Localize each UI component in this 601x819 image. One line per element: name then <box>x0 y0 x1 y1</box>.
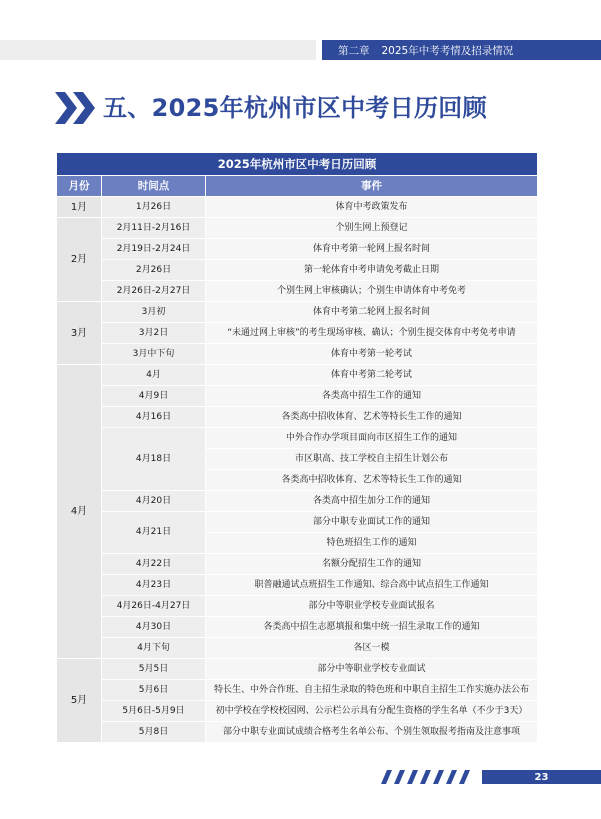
page-number: 23 <box>534 771 549 783</box>
section-label: 2025年中考考情及招录情况 <box>381 44 514 57</box>
event-cell: 部分中职专业面试工作的通知 <box>206 512 538 533</box>
event-cell: 各区一模 <box>206 638 538 659</box>
event-cell: 各类高中招生加分工作的通知 <box>206 491 538 512</box>
time-cell: 3月中下旬 <box>102 344 206 365</box>
table-row <box>57 554 538 575</box>
chapter-banner <box>322 40 601 60</box>
table-row <box>57 302 538 323</box>
time-cell: 2月26日 <box>102 260 206 281</box>
table-row <box>57 260 538 281</box>
time-cell: 4月下旬 <box>102 638 206 659</box>
table-row <box>57 428 538 449</box>
page-title: 五、2025年杭州市区中考日历回顾 <box>103 94 487 122</box>
time-cell: 3月2日 <box>102 323 206 344</box>
month-cell: 1月 <box>57 197 102 218</box>
table-row <box>57 659 538 680</box>
table-row <box>57 680 538 701</box>
table-row <box>57 365 538 386</box>
event-cell: 各类高中招收体育、艺术等特长生工作的通知 <box>206 470 538 491</box>
column-header-month: 月份 <box>57 176 102 197</box>
event-cell: 体育中考第一轮网上报名时间 <box>206 239 538 260</box>
month-cell: 2月 <box>57 218 102 302</box>
table-row <box>57 281 538 302</box>
double-chevron-icon <box>55 92 97 124</box>
table-row <box>57 407 538 428</box>
chapter-label: 第二章 <box>338 44 370 57</box>
column-header-event: 事件 <box>206 176 538 197</box>
table-row <box>57 239 538 260</box>
time-cell: 4月22日 <box>102 554 206 575</box>
time-cell: 4月26日-4月27日 <box>102 596 206 617</box>
event-cell: 体育中考第二轮考试 <box>206 365 538 386</box>
time-cell: 2月19日-2月24日 <box>102 239 206 260</box>
table-row <box>57 701 538 722</box>
table-caption: 2025年杭州市区中考日历回顾 <box>57 153 538 176</box>
header-band-left <box>0 40 316 60</box>
event-cell: 第一轮体育中考申请免考截止日期 <box>206 260 538 281</box>
event-cell: 体育中考第一轮考试 <box>206 344 538 365</box>
event-cell: 特长生、中外合作班、自主招生录取的特色班和中职自主招生工作实施办法公布 <box>206 680 538 701</box>
time-cell: 2月11日-2月16日 <box>102 218 206 239</box>
event-cell: 部分中职专业面试成绩合格考生名单公布、个别生领取报考指南及注意事项 <box>206 722 538 743</box>
event-cell: 个别生网上预登记 <box>206 218 538 239</box>
event-cell: 中外合作办学项目面向市区招生工作的通知 <box>206 428 538 449</box>
month-cell: 3月 <box>57 302 102 365</box>
time-cell: 1月26日 <box>102 197 206 218</box>
page-number-band <box>482 770 601 784</box>
event-cell: 个别生网上审核确认；个别生申请体育中考免考 <box>206 281 538 302</box>
event-cell: 职普融通试点班招生工作通知、综合高中试点招生工作通知 <box>206 575 538 596</box>
time-cell: 4月20日 <box>102 491 206 512</box>
table-row <box>57 218 538 239</box>
time-cell: 3月初 <box>102 302 206 323</box>
table-row <box>57 575 538 596</box>
event-cell: “未通过网上审核”的考生现场审核、确认；个别生提交体育中考免考申请 <box>206 323 538 344</box>
table-row <box>57 617 538 638</box>
table-row <box>57 197 538 218</box>
time-cell: 4月18日 <box>102 428 206 491</box>
time-cell: 5月6日-5月9日 <box>102 701 206 722</box>
time-cell: 5月5日 <box>102 659 206 680</box>
table-row <box>57 344 538 365</box>
event-cell: 体育中考第二轮网上报名时间 <box>206 302 538 323</box>
event-cell: 部分中等职业学校专业面试报名 <box>206 596 538 617</box>
event-cell: 各类高中招生志愿填报和集中统一招生录取工作的通知 <box>206 617 538 638</box>
table-row <box>57 638 538 659</box>
time-cell: 5月8日 <box>102 722 206 743</box>
time-cell: 4月9日 <box>102 386 206 407</box>
event-cell: 市区职高、技工学校自主招生计划公布 <box>206 449 538 470</box>
event-cell: 初中学校在学校校园网、公示栏公示具有分配生资格的学生名单（不少于3天） <box>206 701 538 722</box>
time-cell: 4月21日 <box>102 512 206 554</box>
time-cell: 4月 <box>102 365 206 386</box>
time-cell: 5月6日 <box>102 680 206 701</box>
event-cell: 各类高中招收体育、艺术等特长生工作的通知 <box>206 407 538 428</box>
time-cell: 2月26日-2月27日 <box>102 281 206 302</box>
calendar-body <box>57 197 538 743</box>
table-row <box>57 596 538 617</box>
time-cell: 4月16日 <box>102 407 206 428</box>
event-cell: 名额分配招生工作的通知 <box>206 554 538 575</box>
table-row <box>57 386 538 407</box>
event-cell: 各类高中招生工作的通知 <box>206 386 538 407</box>
month-cell: 4月 <box>57 365 102 659</box>
footer-stripes-icon <box>377 770 477 784</box>
table-row <box>57 491 538 512</box>
month-cell: 5月 <box>57 659 102 743</box>
table-row <box>57 323 538 344</box>
event-cell: 特色班招生工作的通知 <box>206 533 538 554</box>
time-cell: 4月30日 <box>102 617 206 638</box>
event-cell: 部分中等职业学校专业面试 <box>206 659 538 680</box>
event-cell: 体育中考政策发布 <box>206 197 538 218</box>
column-header-time: 时间点 <box>102 176 206 197</box>
time-cell: 4月23日 <box>102 575 206 596</box>
table-row <box>57 722 538 743</box>
table-row <box>57 512 538 533</box>
calendar-table <box>56 152 538 743</box>
